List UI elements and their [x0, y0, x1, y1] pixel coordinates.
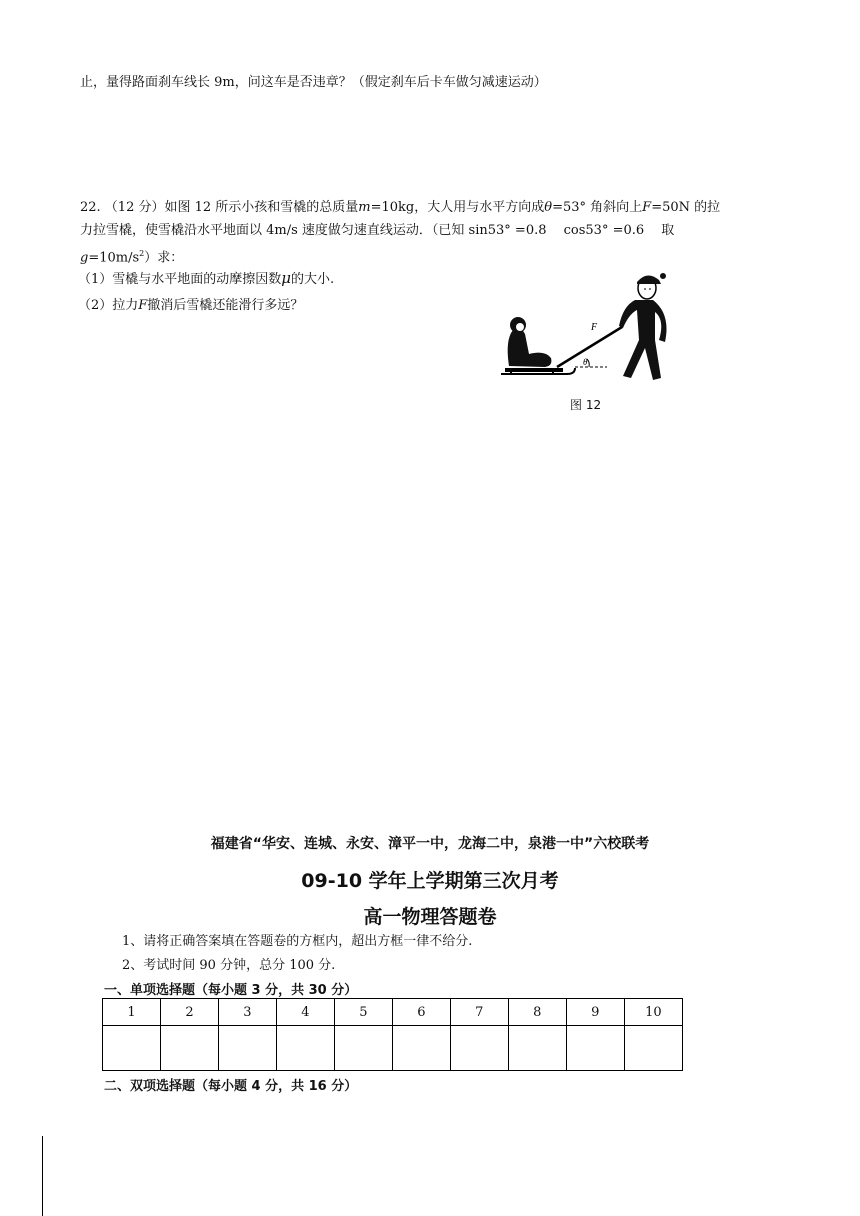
child-figure [508, 329, 552, 367]
q22-sub1-a: （1）雪橇与水平地面的动摩擦因数 [78, 272, 282, 287]
answer-cell[interactable] [566, 1026, 624, 1071]
column-header: 3 [218, 999, 276, 1026]
answer-cell[interactable] [450, 1026, 508, 1071]
answer-cell[interactable] [276, 1026, 334, 1071]
q22-line-3-a: =10m/s [88, 250, 140, 266]
answer-cell[interactable] [508, 1026, 566, 1071]
column-header: 5 [334, 999, 392, 1026]
force-arrow [579, 341, 599, 354]
section-2-heading: 二、双项选择题（每小题 4 分，共 16 分） [104, 1079, 358, 1094]
q22-sub-question-1 [78, 268, 334, 290]
answer-cell[interactable] [624, 1026, 682, 1071]
adult-figure [619, 300, 667, 380]
sled-deck [505, 368, 563, 372]
q22-intro-4: =50N 的拉 [651, 200, 721, 215]
school-consortium-title: 福建省“华安、连城、永安、漳平一中，龙海二中，泉港一中”六校联考 [210, 836, 650, 852]
exam-term-title: 09-10 学年上学期第三次月考 [301, 870, 559, 892]
answer-row [103, 1026, 683, 1071]
instruction-2: 2、考试时间 90 分钟，总分 100 分. [122, 958, 336, 973]
q22-intro-3: =53° 角斜向上 [552, 200, 643, 215]
answer-sheet-title: 高一物理答题卷 [363, 906, 497, 928]
angle-label: θ [583, 357, 588, 367]
q22-mu-var: μ [281, 269, 292, 287]
q21-tail-text: 止，量得路面刹车线长 9m，问这车是否违章？（假定刹车后卡车做匀减速运动） [80, 75, 547, 90]
q22-intro-2: =10kg，大人用与水平方向成 [370, 200, 545, 215]
sled-figure [495, 270, 685, 390]
q22-sub2-var: F [138, 298, 148, 313]
adult-hat [637, 275, 661, 284]
column-header: 7 [450, 999, 508, 1026]
answer-cell[interactable] [160, 1026, 218, 1071]
q22-sub2-b: 撤消后雪橇还能滑行多远？ [147, 298, 304, 313]
column-header: 1 [103, 999, 161, 1026]
column-header: 4 [276, 999, 334, 1026]
answer-cell[interactable] [392, 1026, 450, 1071]
q22-sub1-b: 的大小. [291, 272, 335, 287]
table-header-row [103, 999, 683, 1026]
q22-line-2: 力拉雪橇，使雪橇沿水平地面以 4m/s 速度做匀速直线运动．（已知 sin53° =0.8 cos53° =0.6 取 [80, 223, 675, 238]
q22-line-3-sup: 2 [139, 249, 145, 258]
force-label: F [591, 322, 598, 333]
q22-theta-var: θ [544, 200, 553, 215]
q22-line-3-b: ）求： [144, 250, 184, 266]
answer-cell[interactable] [103, 1026, 161, 1071]
q22-sub2-a: （2）拉力 [78, 298, 139, 313]
margin-line [42, 1136, 43, 1216]
instruction-1: 1、请将正确答案填在答题卷的方框内，超出方框一律不给分. [122, 934, 473, 949]
section-1-heading: 一、单项选择题（每小题 3 分，共 30 分） [104, 983, 358, 998]
column-header: 9 [566, 999, 624, 1026]
column-header: 10 [624, 999, 682, 1026]
q22-sub-question-2 [78, 296, 303, 316]
figure-caption: 图 12 [570, 398, 602, 412]
single-choice-answer-table [102, 998, 683, 1071]
q22-g-var: g [80, 250, 89, 266]
column-header: 2 [160, 999, 218, 1026]
column-header: 8 [508, 999, 566, 1026]
q22-m-var: m [358, 200, 371, 215]
column-header: 6 [392, 999, 450, 1026]
q22-f-var: F [642, 200, 652, 215]
answer-cell[interactable] [218, 1026, 276, 1071]
q22-line-1 [80, 198, 720, 218]
q22-intro-1: 22. （12 分）如图 12 所示小孩和雪橇的总质量 [80, 200, 359, 215]
answer-cell[interactable] [334, 1026, 392, 1071]
q22-line-3 [80, 244, 183, 268]
